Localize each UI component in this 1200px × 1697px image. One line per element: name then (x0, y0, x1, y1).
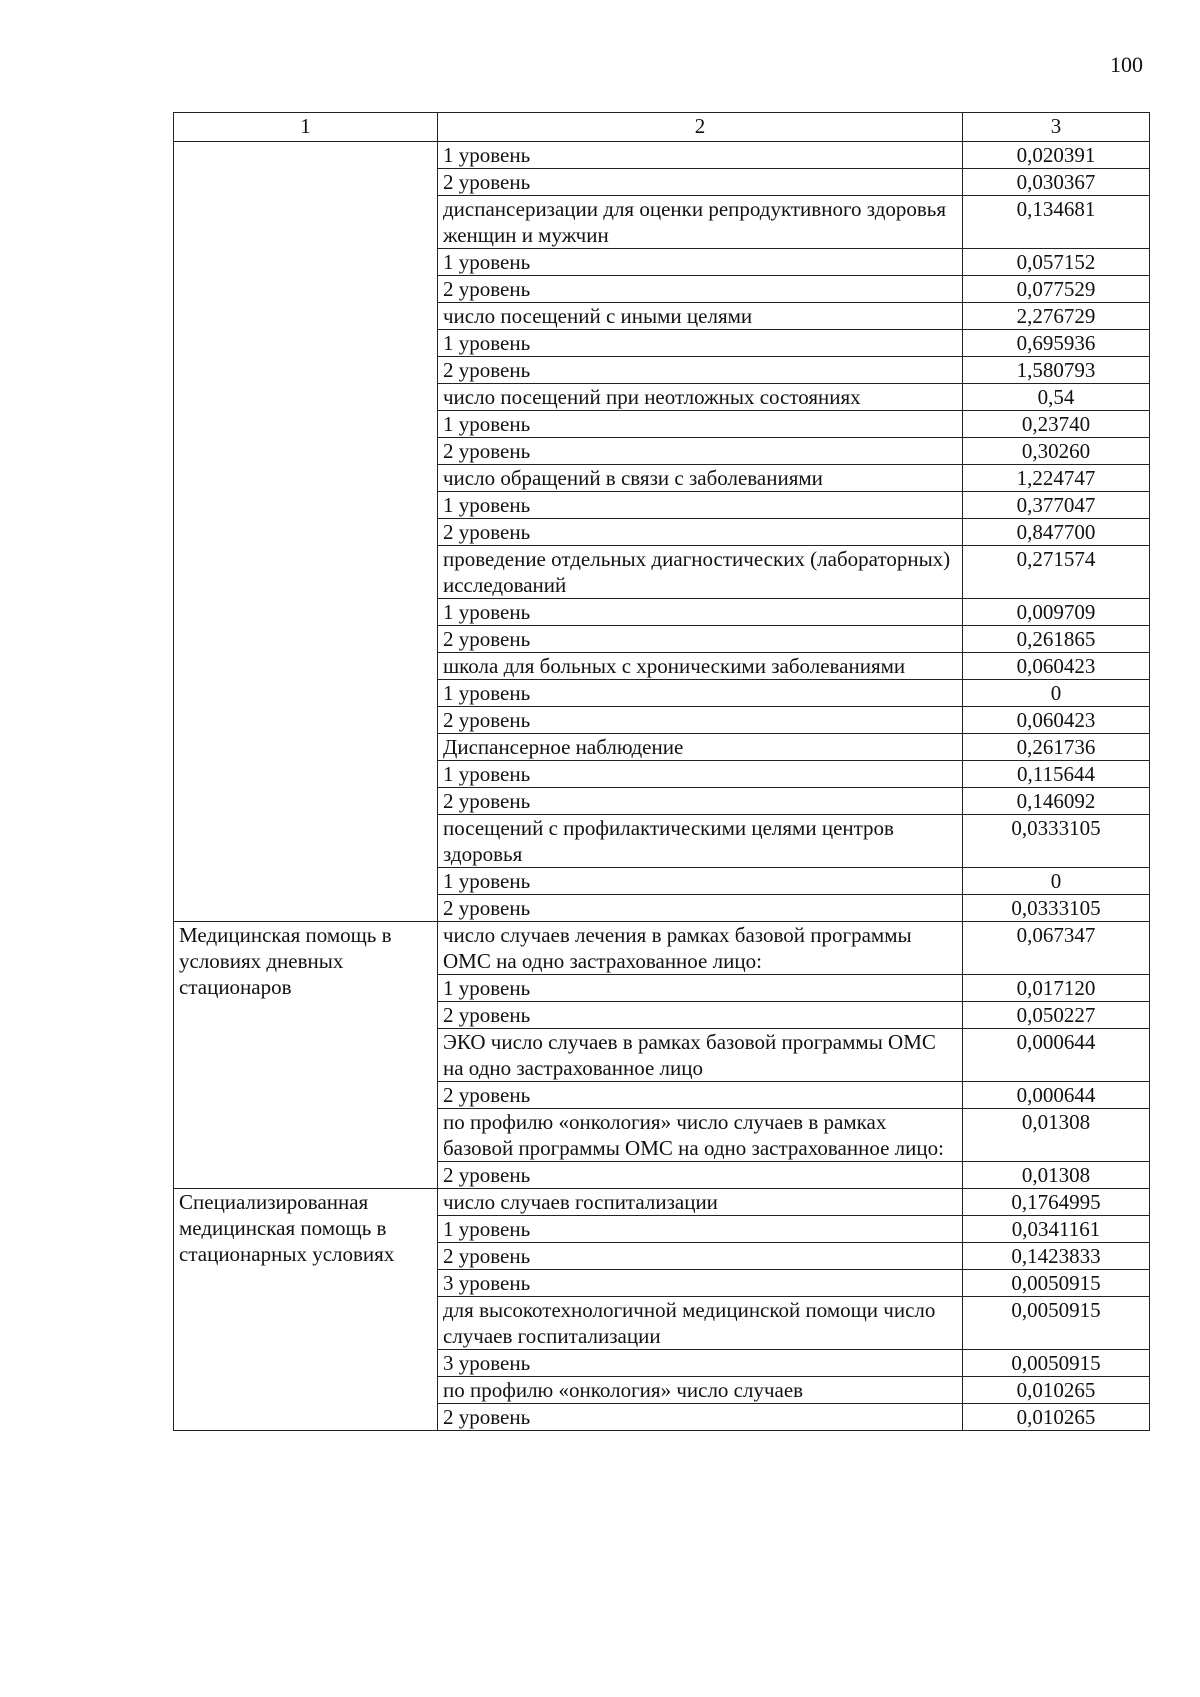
indicator-value: 0,115644 (963, 761, 1150, 788)
indicator-value: 0,050227 (963, 1002, 1150, 1029)
indicator-text: 2 уровень (438, 707, 963, 734)
indicator-text: число посещений при неотложных состояниях (438, 384, 963, 411)
indicator-text: 2 уровень (438, 788, 963, 815)
indicator-text: 3 уровень (438, 1350, 963, 1377)
indicator-value: 0,377047 (963, 492, 1150, 519)
indicator-value: 1,580793 (963, 357, 1150, 384)
header-row (174, 113, 1150, 142)
indicator-value: 0,30260 (963, 438, 1150, 465)
indicator-value: 0,271574 (963, 546, 1150, 599)
indicator-value: 0,0333105 (963, 895, 1150, 922)
indicator-text: 2 уровень (438, 1002, 963, 1029)
indicator-text: по профилю «онкология» число случаев (438, 1377, 963, 1404)
indicator-text: 2 уровень (438, 169, 963, 196)
indicator-value: 0,01308 (963, 1109, 1150, 1162)
indicator-value: 0,1423833 (963, 1243, 1150, 1270)
indicator-text: посещений с профилактическими целями центров здоровья (438, 815, 963, 868)
indicator-text: 1 уровень (438, 975, 963, 1002)
indicator-value: 0,010265 (963, 1404, 1150, 1431)
indicator-text: число случаев лечения в рамках базовой программы ОМС на одно застрахованное лицо: (438, 922, 963, 975)
indicator-text: 2 уровень (438, 895, 963, 922)
indicator-text: 1 уровень (438, 868, 963, 895)
indicator-text: 1 уровень (438, 492, 963, 519)
indicator-text: ЭКО число случаев в рамках базовой программы ОМС на одно застрахованное лицо (438, 1029, 963, 1082)
page-number: 100 (1110, 52, 1143, 77)
indicator-value: 0,695936 (963, 330, 1150, 357)
indicator-text: число посещений с иными целями (438, 303, 963, 330)
indicator-value: 0,017120 (963, 975, 1150, 1002)
indicator-text: 1 уровень (438, 1216, 963, 1243)
indicator-text: по профилю «онкология» число случаев в рамках базовой программы ОМС на одно застрахованное лицо: (438, 1109, 963, 1162)
indicator-value: 0 (963, 680, 1150, 707)
indicator-text: проведение отдельных диагностических (лабораторных) исследований (438, 546, 963, 599)
indicator-value: 1,224747 (963, 465, 1150, 492)
table-body (174, 113, 1150, 1431)
indicator-value: 0,146092 (963, 788, 1150, 815)
indicator-value: 0,020391 (963, 142, 1150, 169)
indicator-value: 0,01308 (963, 1162, 1150, 1189)
indicator-value: 0,0333105 (963, 815, 1150, 868)
indicator-text: 1 уровень (438, 249, 963, 276)
indicator-value: 0,000644 (963, 1082, 1150, 1109)
indicator-value: 0,009709 (963, 599, 1150, 626)
column-header-1: 1 (174, 113, 438, 142)
indicator-value: 0,847700 (963, 519, 1150, 546)
indicator-text: диспансеризации для оценки репродуктивного здоровья женщин и мужчин (438, 196, 963, 249)
indicator-value: 0,057152 (963, 249, 1150, 276)
indicator-value: 0,000644 (963, 1029, 1150, 1082)
indicator-value: 0 (963, 868, 1150, 895)
indicator-text: 2 уровень (438, 438, 963, 465)
column-header-3: 3 (963, 113, 1150, 142)
table-row (174, 142, 1150, 169)
indicator-value: 0,0050915 (963, 1297, 1150, 1350)
indicator-text: 2 уровень (438, 1243, 963, 1270)
indicator-text: 2 уровень (438, 1082, 963, 1109)
column-header-2: 2 (438, 113, 963, 142)
indicator-value: 0,261865 (963, 626, 1150, 653)
section-name: Медицинская помощь в условиях дневных стационаров (174, 922, 438, 1189)
indicator-text: 2 уровень (438, 626, 963, 653)
section-name: Специализированная медицинская помощь в стационарных условиях (174, 1189, 438, 1431)
section-name (174, 142, 438, 922)
indicator-text: 2 уровень (438, 519, 963, 546)
indicator-text: школа для больных с хроническими заболеваниями (438, 653, 963, 680)
indicator-text: число обращений в связи с заболеваниями (438, 465, 963, 492)
indicator-text: Диспансерное наблюдение (438, 734, 963, 761)
indicator-text: 2 уровень (438, 1404, 963, 1431)
indicator-value: 0,0341161 (963, 1216, 1150, 1243)
table-row (174, 922, 1150, 975)
indicator-value: 0,077529 (963, 276, 1150, 303)
indicator-text: число случаев госпитализации (438, 1189, 963, 1216)
indicator-value: 0,030367 (963, 169, 1150, 196)
indicator-text: 1 уровень (438, 761, 963, 788)
indicator-value: 0,261736 (963, 734, 1150, 761)
indicator-value: 0,1764995 (963, 1189, 1150, 1216)
table-row (174, 1189, 1150, 1216)
indicator-value: 0,060423 (963, 653, 1150, 680)
indicator-value: 0,54 (963, 384, 1150, 411)
indicator-text: 1 уровень (438, 330, 963, 357)
indicator-text: 1 уровень (438, 142, 963, 169)
indicator-value: 0,0050915 (963, 1350, 1150, 1377)
indicator-value: 2,276729 (963, 303, 1150, 330)
data-table (173, 112, 1150, 1431)
indicator-text: 2 уровень (438, 1162, 963, 1189)
indicator-value: 0,060423 (963, 707, 1150, 734)
indicator-text: 1 уровень (438, 411, 963, 438)
indicator-text: 3 уровень (438, 1270, 963, 1297)
indicator-text: 2 уровень (438, 357, 963, 384)
indicator-text: 1 уровень (438, 680, 963, 707)
indicator-value: 0,134681 (963, 196, 1150, 249)
indicator-value: 0,0050915 (963, 1270, 1150, 1297)
indicator-value: 0,23740 (963, 411, 1150, 438)
indicator-text: 1 уровень (438, 599, 963, 626)
indicator-text: 2 уровень (438, 276, 963, 303)
indicator-value: 0,010265 (963, 1377, 1150, 1404)
indicator-text: для высокотехнологичной медицинской помощи число случаев госпитализации (438, 1297, 963, 1350)
indicator-value: 0,067347 (963, 922, 1150, 975)
